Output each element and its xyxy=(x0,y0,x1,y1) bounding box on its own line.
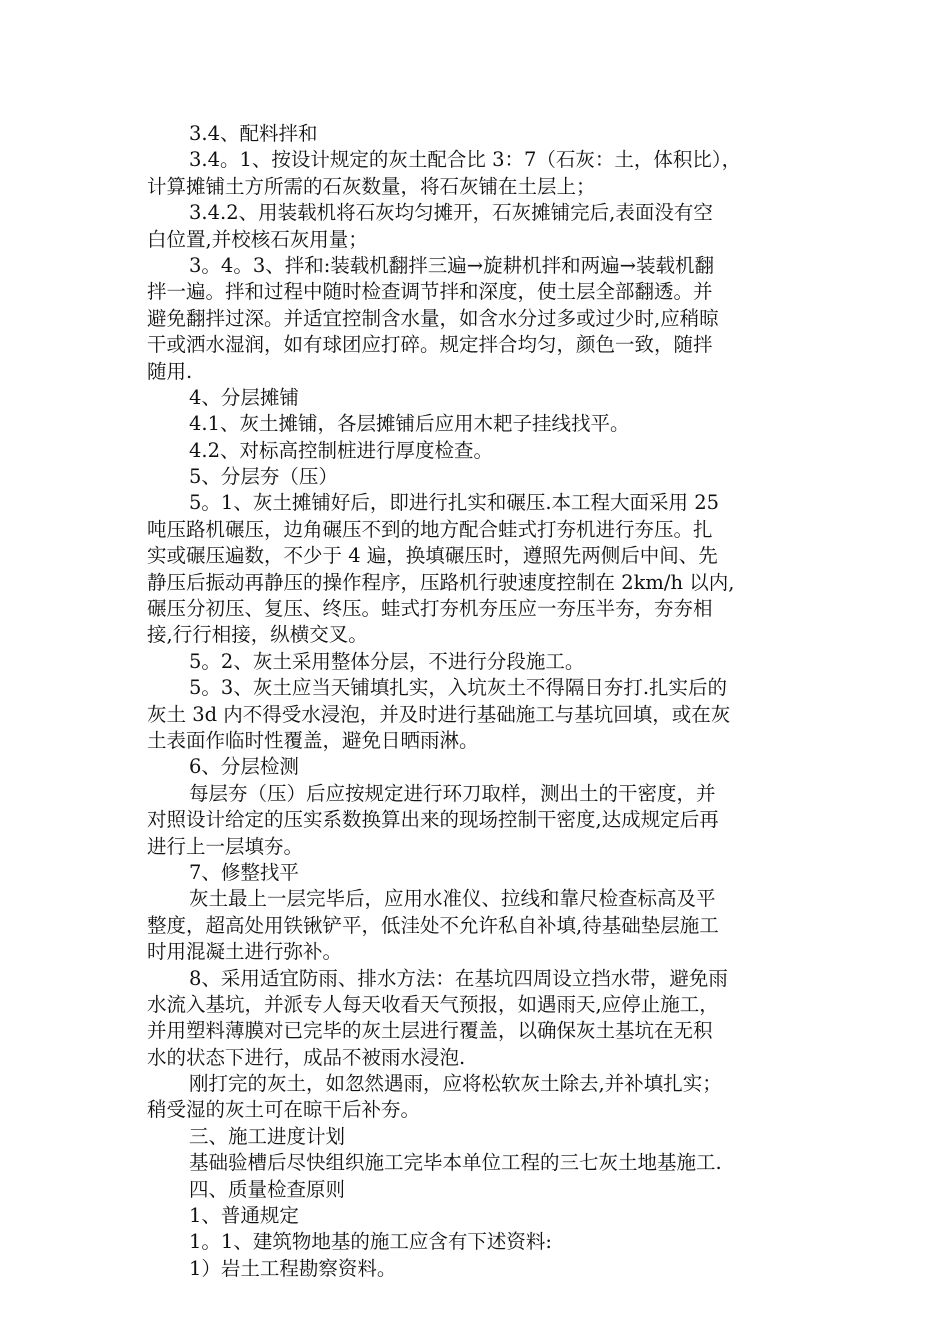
paragraph xyxy=(147,1071,807,1124)
paragraph-line: 时用混凝土进行弥补。 xyxy=(147,940,343,964)
paragraph xyxy=(147,411,807,437)
paragraph-line: 土表面作临时性覆盖，避免日晒雨淋。 xyxy=(147,728,479,752)
paragraph-first-line: 8、采用适宜防雨、排水方法：在基坑四周设立挡水带，避免雨 xyxy=(189,966,728,990)
paragraph xyxy=(147,121,807,147)
paragraph xyxy=(147,754,807,780)
paragraph-first-line: 四、质量检查原则 xyxy=(189,1177,346,1201)
paragraph xyxy=(147,464,807,490)
paragraph-line: 碾压分初压、复压、终压。蛙式打夯机夯压应一夯压半夯，夯夯相 xyxy=(147,597,713,621)
paragraph-first-line: 5、分层夯（压） xyxy=(189,465,338,489)
paragraph-first-line: 4.1、灰土摊铺，各层摊铺后应用木耙子挂线找平。 xyxy=(189,412,630,436)
paragraph-line: 计算摊铺土方所需的石灰数量，将石灰铺在土层上； xyxy=(147,174,596,198)
paragraph xyxy=(147,1150,807,1176)
paragraph-line: 水流入基坑，并派专人每天收看天气预报，如遇雨天,应停止施工， xyxy=(147,992,719,1016)
paragraph xyxy=(147,1203,807,1229)
paragraph-line: 避免翻拌过深。并适宜控制含水量，如含水分过多或过少时,应稍晾 xyxy=(147,306,719,330)
paragraph xyxy=(147,1124,807,1150)
paragraph-first-line: 1）岩土工程勘察资料。 xyxy=(189,1256,397,1280)
paragraph xyxy=(147,781,807,860)
paragraph-first-line: 每层夯（压）后应按规定进行环刀取样，测出土的干密度，并 xyxy=(189,781,716,805)
paragraph-line: 实或碾压遍数，不少于 4 遍，换填碾压时，遵照先两侧后中间、先 xyxy=(147,544,718,568)
paragraph-first-line: 4.2、对标高控制桩进行厚度检查。 xyxy=(189,438,494,462)
paragraph-first-line: 3.4.2、用装载机将石灰均匀摊开，石灰摊铺完后,表面没有空 xyxy=(189,201,713,225)
paragraph xyxy=(147,253,807,385)
paragraph xyxy=(147,649,807,675)
paragraph xyxy=(147,966,807,1072)
paragraph xyxy=(147,490,807,648)
paragraph-line: 并用塑料薄膜对已完毕的灰土层进行覆盖，以确保灰土基坑在无积 xyxy=(147,1019,713,1043)
paragraph-first-line: 5。3、灰土应当天铺填扎实，入坑灰土不得隔日夯打.扎实后的 xyxy=(189,676,728,700)
paragraph-first-line: 3.4、配料拌和 xyxy=(189,122,318,145)
paragraph-line: 接,行行相接，纵横交叉。 xyxy=(147,623,368,647)
paragraph xyxy=(147,1177,807,1203)
paragraph-first-line: 6、分层检测 xyxy=(189,755,299,779)
paragraph-first-line: 3。4。3、拌和:装载机翻拌三遍→旋耕机拌和两遍→装载机翻 xyxy=(189,253,714,277)
paragraph-first-line: 5。1、灰土摊铺好后，即进行扎实和碾压.本工程大面采用 25 xyxy=(189,491,720,515)
paragraph-first-line: 基础验槽后尽快组织施工完毕本单位工程的三七灰土地基施工. xyxy=(189,1151,722,1175)
paragraph-line: 对照设计给定的压实系数换算出来的现场控制干密度,达成规定后再 xyxy=(147,808,719,832)
paragraph-first-line: 1。1、建筑物地基的施工应含有下述资料: xyxy=(189,1230,552,1254)
paragraph-first-line: 4、分层摊铺 xyxy=(189,385,299,409)
paragraph-first-line: 5。2、灰土采用整体分层，不进行分段施工。 xyxy=(189,649,585,673)
paragraph-line: 稍受湿的灰土可在晾干后补夯。 xyxy=(147,1098,421,1122)
paragraph-first-line: 刚打完的灰土，如忽然遇雨，应将松软灰土除去,并补填扎实； xyxy=(189,1072,722,1096)
paragraph-first-line: 1、普通规定 xyxy=(189,1204,299,1228)
paragraph-line: 白位置,并校核石灰用量； xyxy=(147,227,368,251)
paragraph-first-line: 灰土最上一层完毕后，应用水准仪、拉线和靠尺检查标高及平 xyxy=(189,887,716,911)
paragraph-line: 整度，超高处用铁锹铲平，低洼处不允许私自补填,待基础垫层施工 xyxy=(147,913,719,937)
paragraph-line: 灰土 3d 内不得受水浸泡，并及时进行基础施工与基坑回填，或在灰 xyxy=(147,702,731,726)
paragraph xyxy=(147,675,807,754)
paragraph-first-line: 三、施工进度计划 xyxy=(189,1124,346,1148)
document-body xyxy=(147,121,807,1282)
paragraph xyxy=(147,438,807,464)
paragraph xyxy=(147,147,807,200)
paragraph-line: 水的状态下进行，成品不被雨水浸泡. xyxy=(147,1045,466,1069)
paragraph-line: 进行上一层填夯。 xyxy=(147,834,304,858)
paragraph xyxy=(147,385,807,411)
paragraph-line: 干或洒水湿润，如有球团应打碎。规定拌合均匀，颜色一致，随拌 xyxy=(147,333,713,357)
paragraph-line: 随用. xyxy=(147,359,193,383)
paragraph-line: 静压后振动再静压的操作程序，压路机行驶速度控制在 2km/h 以内, xyxy=(147,570,735,594)
paragraph-first-line: 7、修整找平 xyxy=(189,860,299,884)
paragraph-line: 吨压路机碾压，边角碾压不到的地方配合蛙式打夯机进行夯压。扎 xyxy=(147,517,713,541)
paragraph xyxy=(147,860,807,886)
paragraph-first-line: 3.4。1、按设计规定的灰土配合比 3：7（石灰：土，体积比）， xyxy=(189,148,742,172)
paragraph xyxy=(147,200,807,253)
paragraph xyxy=(147,886,807,965)
paragraph xyxy=(147,1256,807,1282)
paragraph xyxy=(147,1229,807,1255)
paragraph-line: 拌一遍。拌和过程中随时检查调节拌和深度，使土层全部翻透。并 xyxy=(147,280,713,304)
